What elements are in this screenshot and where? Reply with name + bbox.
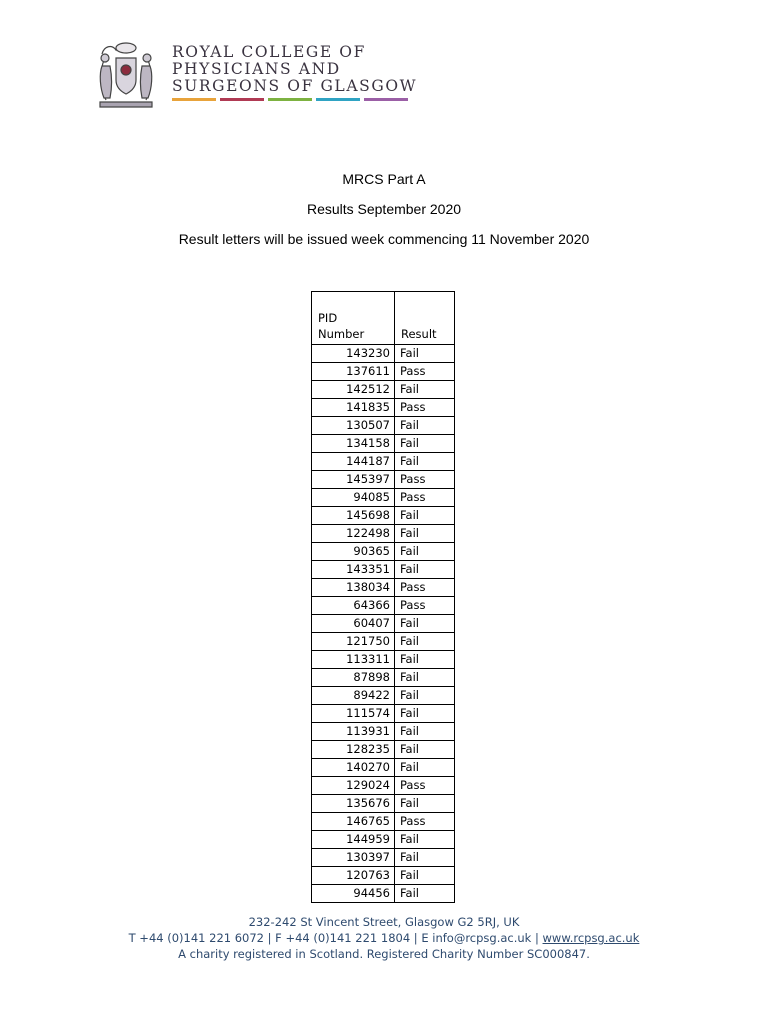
table-row bbox=[312, 417, 455, 435]
table-row bbox=[312, 615, 455, 633]
table-row bbox=[312, 381, 455, 399]
pid-number-cell: 128235 bbox=[312, 741, 395, 759]
result-header: Result bbox=[395, 292, 455, 345]
pid-number-cell: 144959 bbox=[312, 831, 395, 849]
footer-charity: A charity registered in Scotland. Registered Charity Number SC000847. bbox=[178, 947, 590, 961]
table-header-row bbox=[312, 292, 455, 345]
result-cell: Fail bbox=[395, 651, 455, 669]
pid-number-cell: 134158 bbox=[312, 435, 395, 453]
document-subtitle: Results September 2020 bbox=[306, 201, 462, 217]
pid-number-cell: 90365 bbox=[312, 543, 395, 561]
pid-number-cell: 94456 bbox=[312, 885, 395, 903]
table-row bbox=[312, 669, 455, 687]
organization-name-line-3: SURGEONS OF GLASGOW bbox=[172, 77, 418, 95]
result-cell: Fail bbox=[395, 831, 455, 849]
result-cell: Fail bbox=[395, 741, 455, 759]
result-cell: Fail bbox=[395, 795, 455, 813]
result-cell: Fail bbox=[395, 453, 455, 471]
table-row bbox=[312, 597, 455, 615]
table-row bbox=[312, 471, 455, 489]
result-cell: Fail bbox=[395, 633, 455, 651]
color-bar bbox=[220, 98, 264, 101]
pid-number-cell: 141835 bbox=[312, 399, 395, 417]
color-bar bbox=[172, 98, 216, 101]
table-row bbox=[312, 345, 455, 363]
table-row bbox=[312, 633, 455, 651]
organization-name bbox=[172, 44, 417, 95]
table-row bbox=[312, 813, 455, 831]
result-cell: Pass bbox=[395, 471, 455, 489]
pid-header-line-2: Number bbox=[318, 327, 365, 341]
results-table bbox=[311, 291, 455, 903]
result-cell: Fail bbox=[395, 849, 455, 867]
pid-number-cell: 94085 bbox=[312, 489, 395, 507]
pid-number-cell: 60407 bbox=[312, 615, 395, 633]
result-cell: Fail bbox=[395, 345, 455, 363]
pid-number-cell: 87898 bbox=[312, 669, 395, 687]
result-cell: Fail bbox=[395, 615, 455, 633]
table-row bbox=[312, 435, 455, 453]
pid-number-cell: 130397 bbox=[312, 849, 395, 867]
result-cell: Pass bbox=[395, 777, 455, 795]
website-link[interactable]: www.rcpsg.ac.uk bbox=[542, 931, 640, 945]
footer-address: 232-242 St Vincent Street, Glasgow G2 5RJ, UK bbox=[248, 915, 520, 929]
pid-number-cell: 111574 bbox=[312, 705, 395, 723]
pid-number-cell: 121750 bbox=[312, 633, 395, 651]
table-row bbox=[312, 453, 455, 471]
table-row bbox=[312, 561, 455, 579]
pid-number-cell: 120763 bbox=[312, 867, 395, 885]
results-table-body bbox=[312, 345, 455, 903]
result-cell: Fail bbox=[395, 525, 455, 543]
pid-number-cell: 122498 bbox=[312, 525, 395, 543]
document-title: MRCS Part A bbox=[342, 171, 426, 187]
result-cell: Pass bbox=[395, 579, 455, 597]
table-row bbox=[312, 849, 455, 867]
coat-of-arms-icon bbox=[94, 40, 158, 112]
table-row bbox=[312, 723, 455, 741]
pid-number-cell: 144187 bbox=[312, 453, 395, 471]
table-row bbox=[312, 777, 455, 795]
result-cell: Pass bbox=[395, 813, 455, 831]
result-cell: Fail bbox=[395, 543, 455, 561]
color-bar bbox=[364, 98, 408, 101]
pid-number-header bbox=[312, 292, 395, 345]
footer bbox=[0, 914, 768, 962]
table-row bbox=[312, 705, 455, 723]
result-cell: Fail bbox=[395, 669, 455, 687]
pid-number-cell: 143351 bbox=[312, 561, 395, 579]
logo bbox=[94, 40, 418, 116]
pid-number-cell: 138034 bbox=[312, 579, 395, 597]
table-row bbox=[312, 759, 455, 777]
pid-number-cell: 145698 bbox=[312, 507, 395, 525]
pid-number-cell: 140270 bbox=[312, 759, 395, 777]
result-cell: Fail bbox=[395, 867, 455, 885]
table-row bbox=[312, 363, 455, 381]
table-row bbox=[312, 525, 455, 543]
pid-number-cell: 113931 bbox=[312, 723, 395, 741]
pid-number-cell: 129024 bbox=[312, 777, 395, 795]
result-cell: Fail bbox=[395, 705, 455, 723]
table-row bbox=[312, 741, 455, 759]
color-bar bbox=[316, 98, 360, 101]
table-row bbox=[312, 867, 455, 885]
brand-color-bars bbox=[172, 98, 408, 101]
pid-number-cell: 143230 bbox=[312, 345, 395, 363]
pid-number-cell: 142512 bbox=[312, 381, 395, 399]
result-cell: Fail bbox=[395, 723, 455, 741]
issue-note: Result letters will be issued week commencing 11 November 2020 bbox=[178, 231, 590, 247]
pid-number-cell: 113311 bbox=[312, 651, 395, 669]
result-cell: Pass bbox=[395, 489, 455, 507]
pid-number-cell: 64366 bbox=[312, 597, 395, 615]
result-cell: Pass bbox=[395, 363, 455, 381]
result-cell: Fail bbox=[395, 381, 455, 399]
organization-name-line-2: PHYSICIANS AND bbox=[172, 60, 341, 78]
result-cell: Fail bbox=[395, 885, 455, 903]
pid-number-cell: 145397 bbox=[312, 471, 395, 489]
table-row bbox=[312, 795, 455, 813]
pid-number-cell: 130507 bbox=[312, 417, 395, 435]
table-row bbox=[312, 831, 455, 849]
organization-name-line-1: ROYAL COLLEGE OF bbox=[172, 43, 366, 61]
table-row bbox=[312, 687, 455, 705]
pid-number-cell: 89422 bbox=[312, 687, 395, 705]
pid-header-line-1: PID bbox=[318, 311, 338, 325]
pid-number-cell: 146765 bbox=[312, 813, 395, 831]
table-row bbox=[312, 489, 455, 507]
result-cell: Pass bbox=[395, 399, 455, 417]
color-bar bbox=[268, 98, 312, 101]
table-row bbox=[312, 579, 455, 597]
footer-contact-details: T +44 (0)141 221 6072 | F +44 (0)141 221 1804 | E info@rcpsg.ac.uk | bbox=[128, 931, 543, 945]
table-row bbox=[312, 885, 455, 903]
table-row bbox=[312, 543, 455, 561]
result-cell: Fail bbox=[395, 417, 455, 435]
result-cell: Pass bbox=[395, 597, 455, 615]
result-cell: Fail bbox=[395, 507, 455, 525]
table-row bbox=[312, 507, 455, 525]
pid-number-cell: 135676 bbox=[312, 795, 395, 813]
table-row bbox=[312, 399, 455, 417]
result-cell: Fail bbox=[395, 435, 455, 453]
result-cell: Fail bbox=[395, 759, 455, 777]
pid-number-cell: 137611 bbox=[312, 363, 395, 381]
table-row bbox=[312, 651, 455, 669]
footer-contact bbox=[0, 930, 768, 946]
result-cell: Fail bbox=[395, 687, 455, 705]
result-cell: Fail bbox=[395, 561, 455, 579]
